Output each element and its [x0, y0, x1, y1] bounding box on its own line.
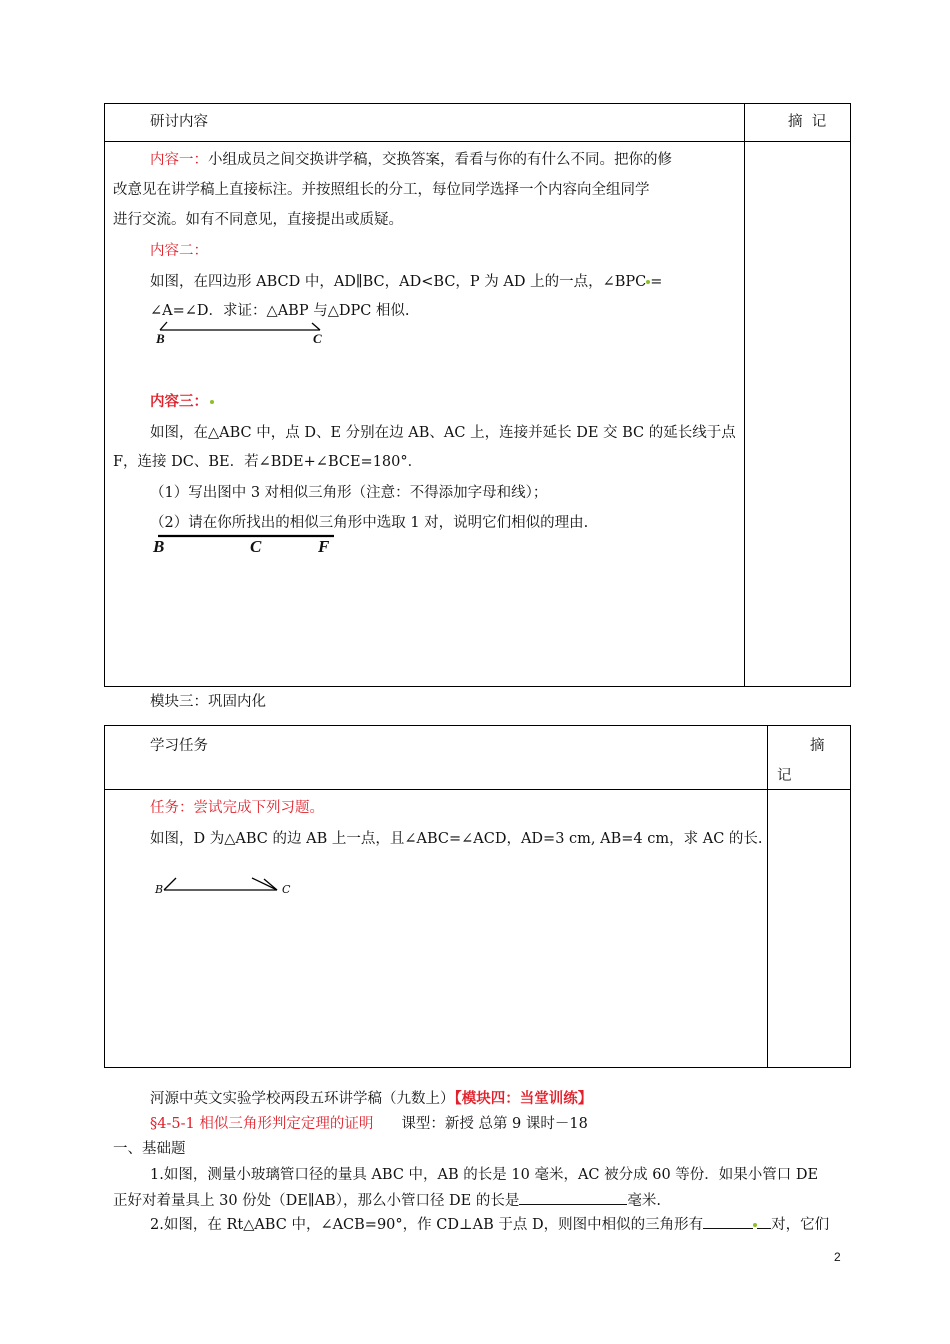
module-four-title: 【模块四：当堂训练】 — [454, 1090, 593, 1107]
fig1-label-b: B — [156, 331, 165, 346]
fig1-label-c: C — [313, 331, 322, 346]
section-line — [150, 1115, 588, 1133]
page-number: 2 — [834, 1250, 841, 1264]
content-three-label: 内容三： — [150, 393, 214, 411]
school-header — [150, 1090, 592, 1108]
school-name: 河源中英文实验学校两段五环讲学稿（九数上） — [150, 1091, 455, 1107]
content-two-label: 内容二： — [150, 243, 208, 259]
question-one-line2: 正好对着量具上 30 份处（DE∥AB），那么小管口径 DE 的长是 毫米. — [113, 1193, 661, 1209]
marker-dot — [210, 400, 214, 404]
fig3-label-b: B — [155, 883, 164, 896]
table-divider — [744, 103, 745, 687]
fig2-label-c: C — [250, 537, 262, 556]
table2-header-notes-2: 记 — [777, 768, 792, 784]
content-one-line1: 内容一：小组成员之间交换讲学稿，交换答案，看看与你的有什么不同。把你的修 — [150, 152, 672, 168]
content-three-line1: 如图，在△ABC 中，点 D、E 分别在边 AB、AC 上，连接并延长 DE 交 BC 的延长线于点 — [150, 425, 736, 441]
content-three-q1: （1）写出图中 3 对相似三角形（注意：不得添加字母和线）； — [150, 485, 548, 501]
fig2-label-f: F — [318, 537, 330, 556]
table-divider — [767, 725, 768, 1068]
table1-header-content: 研讨内容 — [150, 114, 208, 130]
section-title: §4-5-1 相似三角形判定定理的证明 — [150, 1116, 374, 1132]
answer-blank[interactable] — [703, 1228, 753, 1229]
figure-triangle-abc — [152, 872, 292, 900]
content-one-label: 内容一： — [150, 152, 208, 168]
table1-header-notes: 摘 记 — [788, 114, 827, 130]
answer-blank[interactable] — [519, 1204, 627, 1205]
question-one-line1: 1.如图，测量小玻璃管口径的量具 ABC 中，AB 的长是 10 毫米，AC 被分成 60 等份．如果小管口 DE — [150, 1167, 819, 1183]
table-divider — [104, 789, 851, 790]
figure-quadrilateral — [150, 318, 340, 350]
content-three-line2: F，连接 DC、BE．若∠BDE+∠BCE=180°． — [113, 454, 423, 470]
part-one-title: 一、基础题 — [113, 1141, 186, 1157]
course-info: 课型：新授 总第 9 课时－18 — [401, 1116, 588, 1132]
content-two-line1: 如图，在四边形 ABCD 中，AD∥BC，AD<BC，P 为 AD 上的一点，∠BPC = — [150, 274, 663, 290]
content-one-line2: 改意见在讲学稿上直接标注。并按照组长的分工，每位同学选择一个内容向全组同学 — [113, 182, 650, 198]
content-two-line2: ∠A=∠D．求证：△ABP 与△DPC 相似. — [150, 303, 410, 319]
fig2-label-b: B — [153, 537, 165, 556]
fig3-label-c: C — [282, 883, 291, 896]
content-three-q2: （2）请在你所找出的相似三角形中选取 1 对，说明它们相似的理由. — [150, 515, 589, 531]
content-one-line3: 进行交流。如有不同意见，直接提出或质疑。 — [113, 212, 403, 228]
question-two-line1: 2.如图，在 Rt△ABC 中，∠ACB=90°，作 CD⊥AB 于点 D，则图中相似的三角形有 对，它们 — [150, 1217, 830, 1233]
module-three-title: 模块三：巩固内化 — [150, 694, 266, 710]
table2-header-task: 学习任务 — [150, 738, 208, 754]
answer-blank[interactable] — [757, 1228, 771, 1229]
task-label: 任务：尝试完成下列习题。 — [150, 800, 324, 816]
marker-dot — [753, 1223, 757, 1227]
table2-header-notes-1: 摘 — [810, 738, 825, 754]
task-line: 如图，D 为△ABC 的边 AB 上一点，且∠ABC=∠ACD，AD=3 cm, AB=4 cm，求 AC 的长. — [150, 831, 763, 847]
table-divider — [104, 141, 851, 142]
